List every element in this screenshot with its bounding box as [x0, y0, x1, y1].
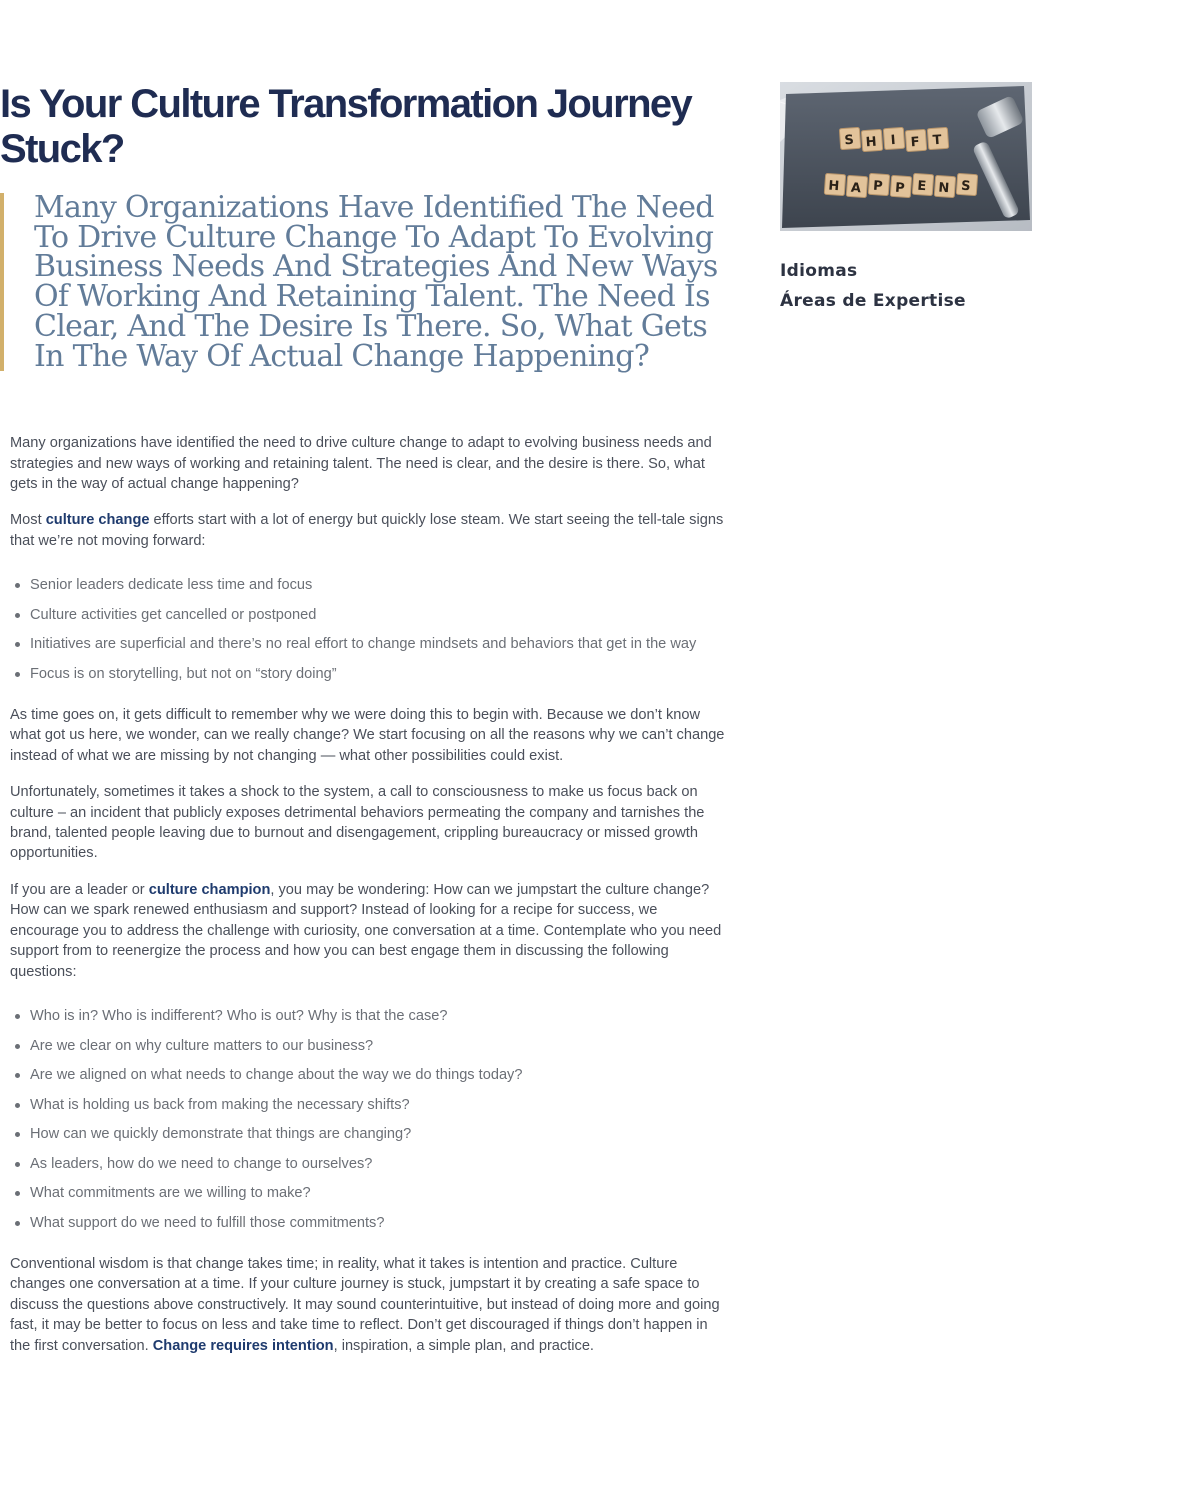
tiles-row-2: [824, 173, 977, 197]
letter-tile: [934, 175, 955, 197]
list-item: Are we aligned on what needs to change about the way we do things today?: [30, 1063, 725, 1088]
tile-letter: H: [827, 178, 840, 195]
list-item: What commitments are we willing to make?: [30, 1181, 725, 1206]
tile-letter: S: [960, 178, 972, 195]
tile-letter: P: [872, 178, 884, 195]
article-body: [0, 433, 725, 1356]
letter-tile: [868, 173, 889, 195]
list-item: Senior leaders dedicate less time and focus: [30, 573, 725, 598]
tile-letter: I: [890, 132, 897, 149]
paragraph-conclusion: Conventional wisdom is that change takes time; in reality, what it takes is intention and practice. Culture changes one conversation at a time. If your culture journey is stuck, jumpstart it by creating a safe space to discuss the questions above constructively. It may sound counterintuitive, but instead of doing more and going fast, it may be better to focus on less and take time to reflect. Don’t get discouraged if things don’t happen in the first conversation. Change requires intention, inspiration, a simple plan, and practice.: [10, 1256, 720, 1354]
letter-tile: [956, 173, 977, 195]
tile-letter: N: [937, 180, 950, 197]
tile-letter: S: [843, 132, 855, 149]
paragraph-shock: Unfortunately, sometimes it takes a shock to the system, a call to consciousness to make us focus back on culture – an incident that publicly exposes detrimental behaviors permeating the company and tarnishes the brand, talented people leaving due to burnout and disengagement, crippling bureaucracy or missed growth opportunities.: [10, 784, 705, 862]
tiles-row-1: [839, 127, 948, 151]
tile-letter: E: [916, 178, 927, 195]
paragraph-leader: If you are a leader or culture champion, you may be wondering: How can we jumpstart the culture change? How can we spark renewed enthusiasm and support? Instead of looking for a recipe for success, we encourage you to address the challenge with curiosity, one conversation at a time. Contemplate who you need support from to reenergize the process and how you can best engage them in discussing the following questions:: [10, 881, 722, 980]
letter-tile: [861, 129, 882, 151]
letter-tile: [839, 127, 860, 149]
shift-happens-image: [780, 82, 1032, 231]
letter-tile: [905, 129, 926, 151]
paragraph-time: As time goes on, it gets difficult to remember why we were doing this to begin with. Because we don’t know what got us here, we wonder, can we really change? We start focusing on all the reasons why we can’t change instead of what we are missing by not changing — what other possibilities could exist.: [10, 707, 725, 764]
letter-tile: [846, 175, 867, 197]
sidebar: [780, 82, 1032, 316]
sidebar-links: [780, 256, 1032, 316]
list-item: Focus is on storytelling, but not on “story doing”: [30, 662, 725, 687]
list-item: What support do we need to fulfill those commitments?: [30, 1211, 725, 1236]
tile-letter: T: [932, 132, 943, 149]
list-item: Culture activities get cancelled or postponed: [30, 603, 725, 628]
tile-letter: P: [894, 180, 906, 197]
tile-letter: H: [865, 134, 878, 151]
culture-change-link[interactable]: culture change: [45, 512, 150, 529]
signs-list: [10, 573, 725, 687]
list-item: Are we clear on why culture matters to our business?: [30, 1034, 725, 1059]
list-item: Initiatives are superficial and there’s no real effort to change mindsets and behaviors that get in the way: [30, 632, 725, 657]
paragraph-steam: Most culture change efforts start with a lot of energy but quickly lose steam. We start seeing the tell-tale signs that we’re not moving forward:: [10, 512, 724, 549]
letter-tile: [912, 173, 933, 195]
paragraph-intro: Many organizations have identified the need to drive culture change to adapt to evolving business needs and strategies and new ways of working and retaining talent. The need is clear, and the desire is there. So, what gets in the way of actual change happening?: [10, 435, 712, 493]
letter-tile: [927, 127, 948, 149]
featured-image[interactable]: [780, 82, 1032, 231]
list-item: Who is in? Who is indifferent? Who is out? Why is that the case?: [30, 1004, 725, 1029]
tile-letter: A: [850, 180, 862, 197]
page-title: Is Your Culture Transformation Journey Stuck?: [0, 82, 692, 171]
questions-list: [10, 1004, 725, 1236]
tile-letter: F: [910, 134, 921, 151]
list-item: What is holding us back from making the necessary shifts?: [30, 1093, 725, 1118]
letter-tile: [824, 173, 845, 195]
lead-quote: Many Organizations Have Identified The Need To Drive Culture Change To Adapt To Evolving Business Needs And Strategies And New Ways Of Working And Retaining Talent. The Need Is Clear, And The Desire Is There. So, What Gets In The Way Of Actual Change Happening?: [0, 193, 725, 371]
sidebar-link-areas-de-expertise[interactable]: Áreas de Expertise: [780, 291, 966, 311]
sidebar-link-idiomas[interactable]: Idiomas: [780, 261, 858, 281]
letter-tile: [883, 127, 904, 149]
list-item: As leaders, how do we need to change to ourselves?: [30, 1152, 725, 1177]
list-item: How can we quickly demonstrate that things are changing?: [30, 1122, 725, 1147]
letter-tile: [890, 175, 911, 197]
article: [0, 82, 725, 1372]
change-requires-intention-link[interactable]: Change requires intention: [152, 1337, 334, 1354]
culture-champion-link[interactable]: culture champion: [148, 881, 271, 898]
